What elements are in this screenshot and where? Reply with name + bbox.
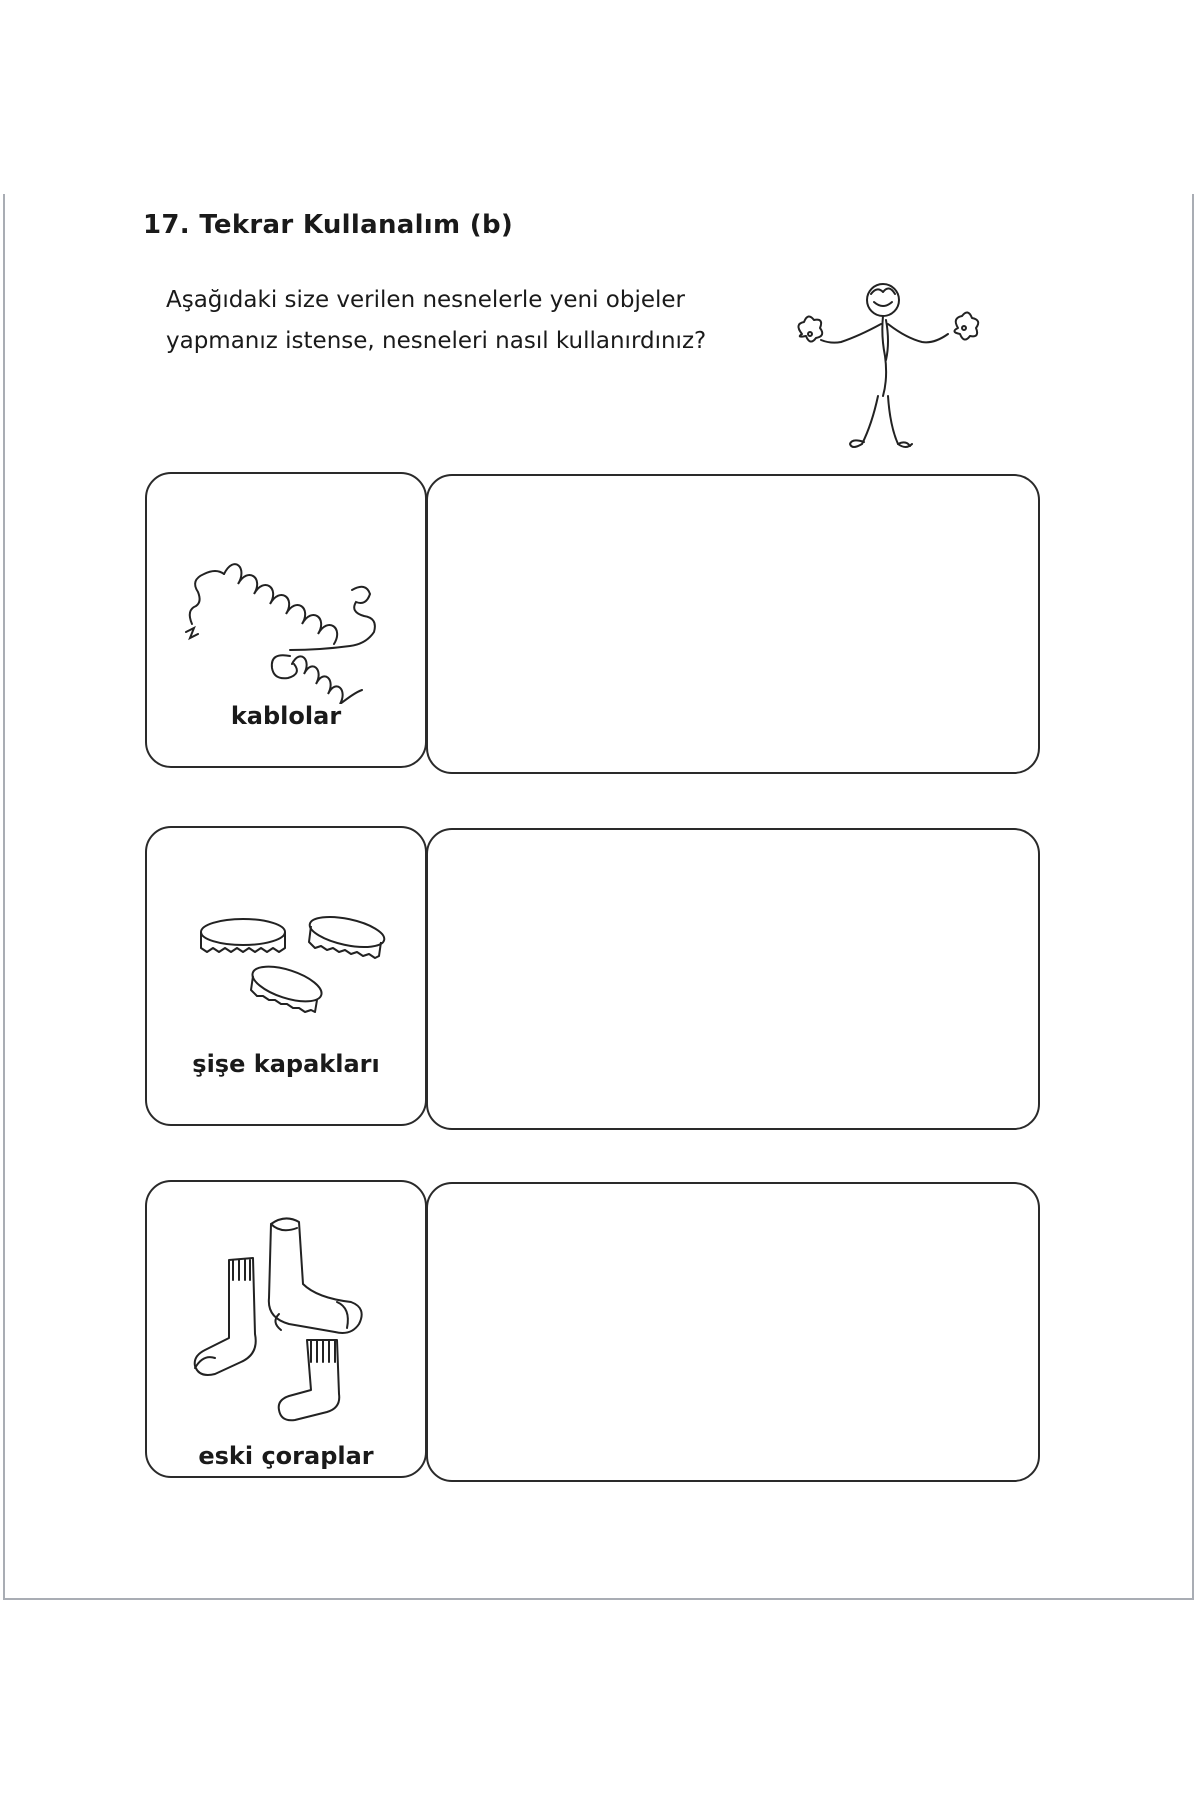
bottle-caps-icon <box>197 910 397 1040</box>
item-label-socks: eski çoraplar <box>198 1442 374 1470</box>
instruction-line-2: yapmanız istense, nesneleri nasıl kullanırdınız? <box>166 328 707 354</box>
item-label-bottle-caps: şişe kapakları <box>192 1050 380 1078</box>
instructions <box>166 280 726 362</box>
item-card-wires <box>145 472 427 768</box>
answer-box-wires[interactable] <box>426 474 1040 774</box>
stick-figure-icon <box>780 272 990 472</box>
socks-icon <box>187 1202 407 1422</box>
item-card-socks <box>145 1180 427 1478</box>
item-label-wires: kablolar <box>230 702 342 730</box>
exercise-number: 17. <box>143 210 190 240</box>
item-card-bottle-caps <box>145 826 427 1126</box>
instruction-line-1: Aşağıdaki size verilen nesnelerle yeni objeler <box>166 287 685 313</box>
page-title <box>143 210 513 240</box>
exercise-title: Tekrar Kullanalım (b) <box>199 210 514 240</box>
wires-icon <box>172 524 402 704</box>
answer-box-bottle-caps[interactable] <box>426 828 1040 1130</box>
answer-box-socks[interactable] <box>426 1182 1040 1482</box>
